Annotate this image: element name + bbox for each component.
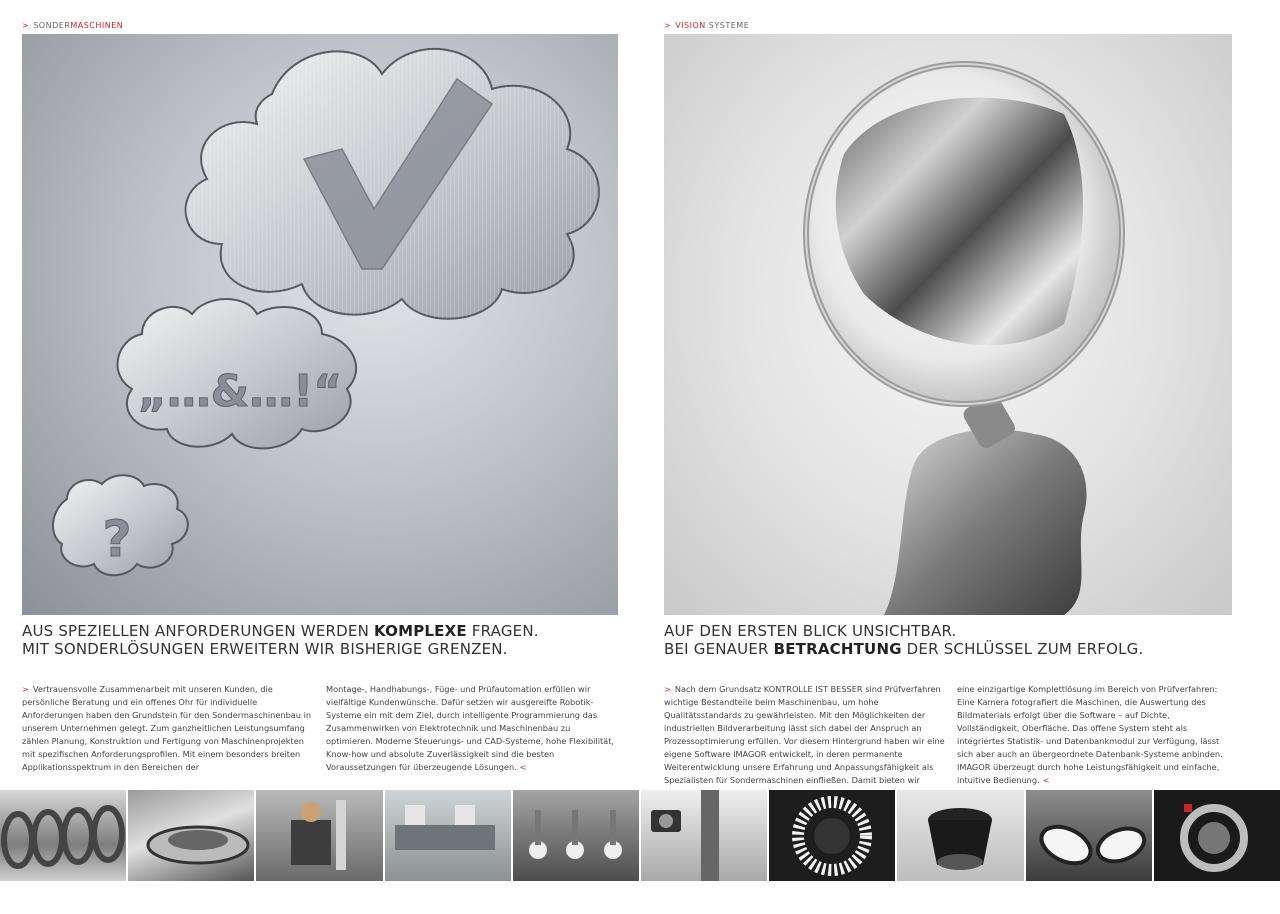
tab-label-part2: MASCHINEN bbox=[70, 21, 124, 30]
tab-arrow-icon: > bbox=[22, 21, 30, 30]
bearing-rings-icon bbox=[0, 790, 126, 881]
ring-fixture-icon bbox=[1154, 790, 1280, 881]
headline-emphasis: KOMPLEXE bbox=[373, 622, 467, 640]
thumb-camera-lens bbox=[897, 790, 1023, 881]
thumb-led-ring-light bbox=[769, 790, 895, 881]
spot-light-icon bbox=[1026, 790, 1152, 881]
thumb-spot-lights bbox=[1026, 790, 1152, 881]
left-headline-line2: MIT SONDERLÖSUNGEN ERWEITERN WIR BISHERIGE GRENZEN. bbox=[22, 640, 508, 658]
hero-image-thought-clouds bbox=[22, 34, 618, 615]
tab-label-part1: VISION bbox=[675, 21, 706, 30]
start-arrow-icon: > bbox=[664, 684, 671, 694]
assembly-station-icon bbox=[256, 790, 382, 881]
hero-image-magnifier bbox=[664, 34, 1232, 615]
photo-strip bbox=[0, 790, 1280, 881]
pneumatic-handling-icon bbox=[385, 790, 511, 881]
headline-emphasis: BETRACHTUNG bbox=[773, 640, 902, 658]
right-headline bbox=[664, 622, 1143, 658]
left-headline bbox=[22, 622, 539, 658]
cloud-medium-text: „…&…!“ bbox=[137, 366, 343, 417]
thumb-gear-tooling bbox=[128, 790, 254, 881]
camera-icon bbox=[641, 790, 767, 881]
tab-label-part2: SYSTEME bbox=[705, 21, 750, 30]
spindle-fixture-icon bbox=[513, 790, 639, 881]
start-arrow-icon: > bbox=[22, 684, 29, 694]
ring-light-icon bbox=[769, 790, 895, 881]
thumb-camera-column bbox=[641, 790, 767, 881]
hand-icon bbox=[884, 429, 1087, 615]
thought-clouds-illustration bbox=[22, 34, 618, 615]
section-tab-sondermaschinen bbox=[22, 18, 182, 34]
thumb-pneumatic-handling bbox=[385, 790, 511, 881]
question-mark-text: ? bbox=[102, 510, 132, 568]
tab-label-part1: SONDER bbox=[33, 21, 71, 30]
section-tab-vision-systeme bbox=[664, 18, 824, 34]
magnifying-glass-illustration bbox=[664, 34, 1232, 615]
thumb-multi-spindle-fixture bbox=[513, 790, 639, 881]
thumb-ring-light-fixture bbox=[1154, 790, 1280, 881]
thumb-bearing-rings bbox=[0, 790, 126, 881]
end-arrow-icon: < bbox=[1042, 775, 1050, 785]
right-body-col1: > Nach dem Grundsatz KONTROLLE IST BESSER sind Prüfverfahren wichtige Bestandteile beim Maschinenbau, um hohe Qualitätsstandards zu gewährleisten. Mit den Möglichkeiten der industriellen Bildverarbeitung lässt sich dabei der Anspruch an Prozessoptimierung erfüllen. Vor diesem Hintergrund haben wir eine eigene Software IMAGOR entwickelt, in deren permanente Weiterentwicklung unsere Erfahrung und Anpassungsfähigkeit als Spezialisten für Sondermaschinen einfließen. Damit bieten wir bbox=[664, 684, 945, 785]
lens-icon bbox=[897, 790, 1023, 881]
right-headline-line2: BEI GENAUER BETRACHTUNG DER SCHLÜSSEL ZUM ERFOLG. bbox=[664, 640, 1144, 658]
right-headline-line1: AUF DEN ERSTEN BLICK UNSICHTBAR. bbox=[664, 622, 957, 640]
tab-arrow-icon: > bbox=[664, 21, 672, 30]
magnifier-lens bbox=[806, 64, 1122, 404]
thumb-assembly-station bbox=[256, 790, 382, 881]
right-body-col2: eine einzigartige Komplettlösung im Bereich von Prüfverfahren: Eine Kamera fotografiert die Maschinen, die Auswertung des Bildmaterials erfolgt über die Software – auf Dichte, Vollständigkeit, Oberfläche. Das offene System steht als integriertes Statistik- und Datenbankmodul zur Verfügung, lässt sich aber auch an übergeordnete Datenbank-Systeme anbinden. IMAGOR überzeugt durch hohe Leistungsfähigkeit und einfache, intuitive Bedienung. < bbox=[957, 684, 1223, 785]
end-arrow-icon: < bbox=[519, 762, 527, 772]
left-headline-line1: AUS SPEZIELLEN ANFORDERUNGEN WERDEN KOMPLEXE FRAGEN. bbox=[22, 622, 539, 640]
left-body-col2: Montage-, Handhabungs-, Füge- und Prüfautomation erfüllen wir vielfältige Kundenwünsche. Dafür setzen wir ausgereifte Robotik-Systeme ein mit dem Ziel, durch intelligente Programmierung das Zusammenwirken von Elektrotechnik und Maschinenbau zu optimieren. Moderne Steuerungs- und CAD-Systeme, hohe Flexibilität, Know-how und absolute Zuverlässigkeit sind die besten Voraussetzungen für überzeugende Lösungen. < bbox=[326, 684, 615, 772]
gear-icon bbox=[128, 790, 254, 881]
left-body-col1: > Vertrauensvolle Zusammenarbeit mit unseren Kunden, die persönliche Beratung und ein offenes Ohr für individuelle Anforderungen haben den Grundstein für den Sondermaschinenbau in unserem Unternehmen gelegt. Zum ganzheitlichen Leistungsumfang zählen Planung, Konstruktion und Fertigung von Maschinenprojekten mit spezifischen Anforderungsprofilen. Mit einem besonders breiten Applikationsspektrum in den Bereichen der bbox=[22, 684, 312, 772]
